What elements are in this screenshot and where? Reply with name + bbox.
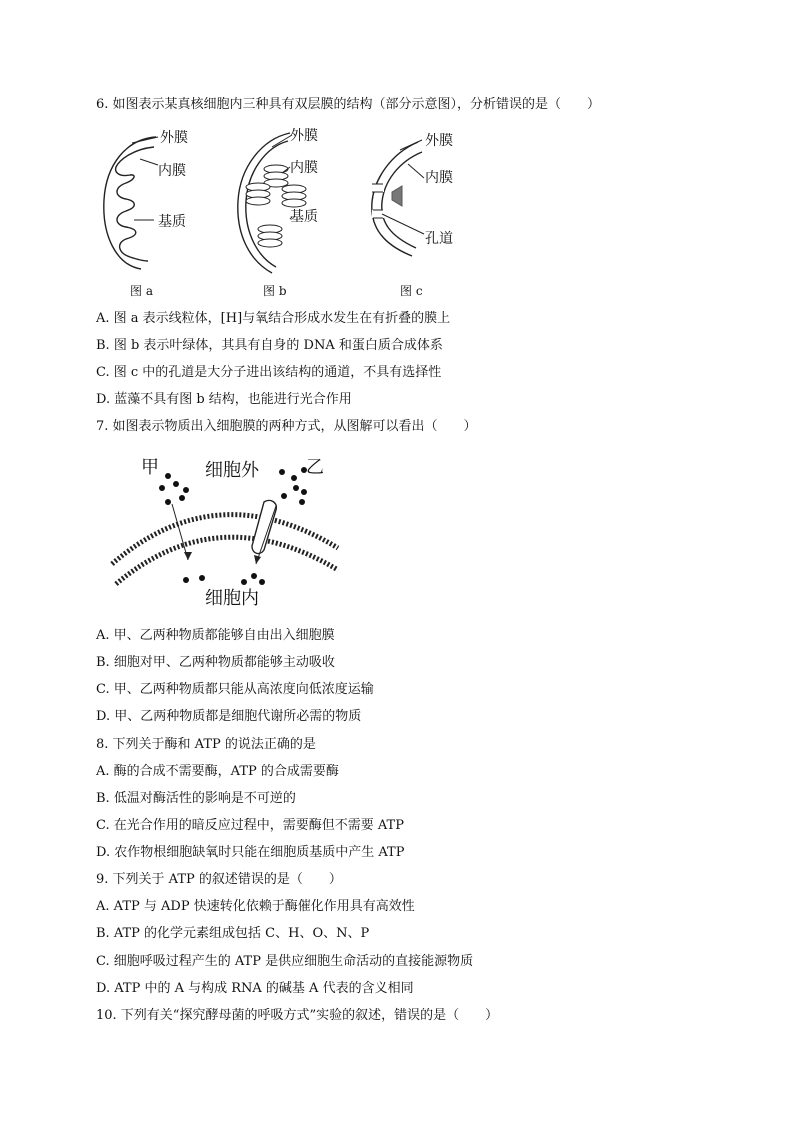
q9-option-a: A. ATP 与 ADP 快速转化依赖于酶催化作用具有高效性: [96, 899, 415, 914]
q6-option-a: A. 图 a 表示线粒体，[H]与氧结合形成水发生在有折叠的膜上: [96, 311, 451, 326]
q9-stem: 9. 下列关于 ATP 的叙述错误的是（ ）: [96, 872, 342, 887]
fig-c-pore-label: 孔道: [425, 231, 453, 247]
q6-stem: 6. 如图表示某真核细胞内三种具有双层膜的结构（部分示意图），分析错误的是（ ）: [96, 97, 601, 112]
fig-c-outer-label: 外膜: [425, 133, 453, 149]
q8-option-b: B. 低温对酶活性的影响是不可逆的: [96, 791, 296, 806]
fig-c-inner-label: 内膜: [425, 170, 453, 186]
q7-option-b: B. 细胞对甲、乙两种物质都能够主动吸收: [96, 655, 335, 670]
fig-a-inner-label: 内膜: [158, 163, 186, 179]
q8-stem: 8. 下列关于酶和 ATP 的说法正确的是: [96, 737, 316, 752]
q6-option-d: D. 蓝藻不具有图 b 结构，也能进行光合作用: [96, 392, 352, 407]
fig-c-caption: 图 c: [400, 284, 423, 298]
fig-b-outer-label: 外膜: [290, 128, 318, 144]
q6-option-b: B. 图 b 表示叶绿体，其具有自身的 DNA 和蛋白质合成体系: [96, 338, 443, 353]
q7-option-a: A. 甲、乙两种物质都能够自由出入细胞膜: [96, 628, 335, 643]
q7-inside-label: 细胞内: [205, 588, 259, 609]
q6-option-c: C. 图 c 中的孔道是大分子进出该结构的通道，不具有选择性: [96, 365, 442, 380]
fig-b-inner-label: 内膜: [290, 160, 318, 176]
figure-b-chloroplast: [232, 125, 332, 275]
q8-option-c: C. 在光合作用的暗反应过程中，需要酶但不需要 ATP: [96, 818, 404, 833]
q9-option-b: B. ATP 的化学元素组成包括 C、H、O、N、P: [96, 926, 370, 941]
fig-a-matrix-label: 基质: [158, 214, 186, 230]
q7-option-d: D. 甲、乙两种物质都是细胞代谢所必需的物质: [96, 709, 362, 724]
fig-a-outer-label: 外膜: [160, 130, 188, 146]
fig-a-caption: 图 a: [130, 284, 153, 298]
fig-b-matrix-label: 基质: [290, 209, 318, 225]
q8-option-d: D. 农作物根细胞缺氧时只能在细胞质基质中产生 ATP: [96, 845, 405, 860]
q7-outside-label: 细胞外: [205, 460, 259, 481]
q9-option-c: C. 细胞呼吸过程产生的 ATP 是供应细胞生命活动的直接能源物质: [96, 954, 474, 969]
q7-jia-label: 甲: [141, 457, 159, 478]
q7-stem: 7. 如图表示物质出入细胞膜的两种方式，从图解可以看出（ ）: [96, 419, 477, 434]
q7-option-c: C. 甲、乙两种物质都只能从高浓度向低浓度运输: [96, 682, 374, 697]
q8-option-a: A. 酶的合成不需要酶，ATP 的合成需要酶: [96, 764, 339, 779]
fig-b-caption: 图 b: [263, 284, 287, 298]
q10-stem: 10. 下列有关“探究酵母菌的呼吸方式”实验的叙述，错误的是（ ）: [96, 1008, 499, 1023]
q7-yi-label: 乙: [306, 457, 324, 478]
figure-a-mitochondrion: [96, 125, 206, 275]
q9-option-d: D. ATP 中的 A 与构成 RNA 的碱基 A 代表的含义相同: [96, 981, 414, 996]
